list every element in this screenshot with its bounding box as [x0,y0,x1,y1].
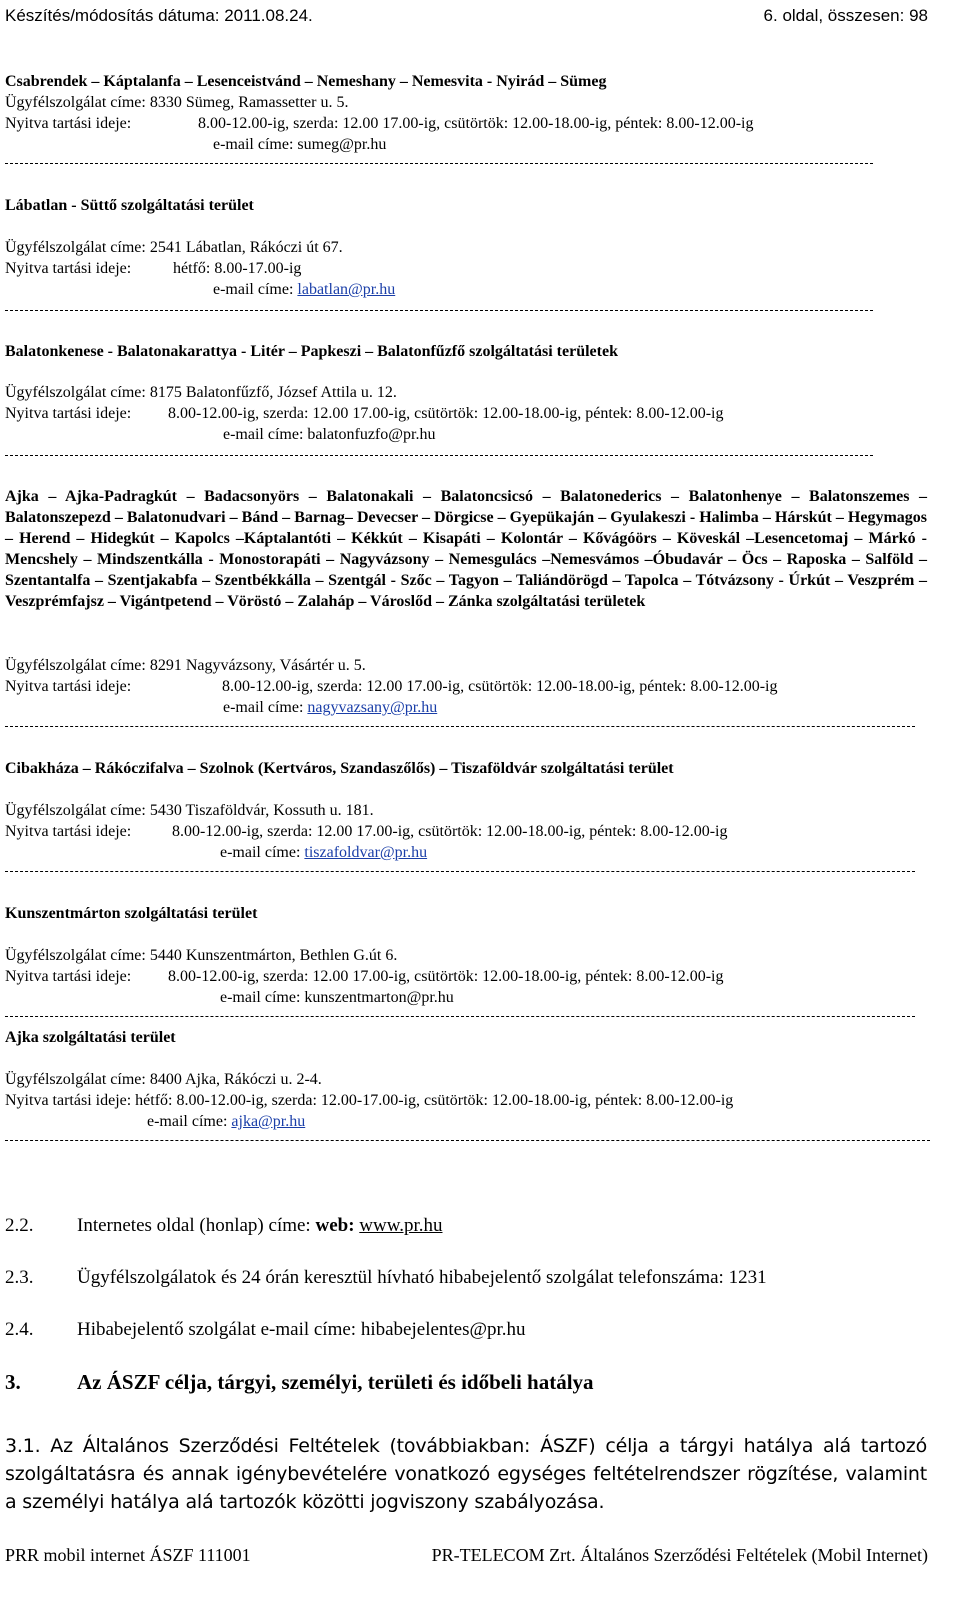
email-label: e-mail címe: [223,699,308,716]
item-2-4 [5,1319,526,1341]
nagyvazsony-hours-label: Nyitva tartási ideje: [5,678,132,695]
labatlan-hours: hétfő: 8.00-17.00-ig [173,260,302,277]
section-title: Az ÁSZF célja, tárgyi, személyi, területi és időbeli hatálya [77,1370,594,1394]
paragraph-3-1: 3.1. Az Általános Szerződési Feltételek (továbbiakban: ÁSZF) célja a tárgyi hatálya alá tartozó szolgáltatásra és annak igénybevételére vonatkozó egységes feltételrendszer rögzítése, valamint a személyi hatálya alá tartozók közötti jogviszony szabályozása. [5,1435,927,1513]
balatonfuzfo-area-title: Balatonkenese - Balatonakarattya - Litér – Papkeszi – Balatonfűzfő szolgáltatási területek [5,343,618,360]
kunszentmarton-address: Ügyfélszolgálat címe: 5440 Kunszentmárton, Bethlen G.út 6. [5,947,398,964]
nagyvazsony-email-line [223,698,437,717]
item-number: 2.2. [5,1215,34,1236]
separator-line [5,310,873,311]
kunszentmarton-area-title: Kunszentmárton szolgáltatási terület [5,905,258,922]
separator-line [5,163,873,164]
nagyvazsony-address: Ügyfélszolgálat címe: 8291 Nagyvázsony, Vásártér u. 5. [5,657,366,674]
footer-left: PRR mobil internet ÁSZF 111001 [5,1545,251,1565]
item-text: Ügyfélszolgálatok és 24 órán keresztül hívható hibabejelentő szolgálat telefonszáma: 1231 [77,1267,767,1288]
tiszafoldvar-hours: 8.00-12.00-ig, szerda: 12.00 17.00-ig, csütörtök: 12.00-18.00-ig, péntek: 8.00-12.00-ig [172,823,728,840]
item-text [77,1215,443,1237]
labatlan-address: Ügyfélszolgálat címe: 2541 Lábatlan, Rákóczi út 67. [5,239,343,256]
ajka-email-line [147,1112,305,1131]
separator-line [5,1140,930,1141]
footer-right: PR-TELECOM Zrt. Általános Szerződési Feltételek (Mobil Internet) [431,1545,928,1565]
sumeg-hours-label: Nyitva tartási ideje: [5,115,132,132]
labatlan-hours-label: Nyitva tartási ideje: [5,260,132,277]
tiszafoldvar-address: Ügyfélszolgálat címe: 5430 Tiszaföldvár, Kossuth u. 181. [5,802,374,819]
item-number: 2.4. [5,1319,34,1340]
item-number: 2.3. [5,1267,34,1288]
labatlan-email-link[interactable]: labatlan@pr.hu [297,281,396,298]
ajka-hours: Nyitva tartási ideje: hétfő: 8.00-12.00-ig, szerda: 12.00-17.00-ig, csütörtök: 12.00-18.00-ig, péntek: 8.00-12.00-ig [5,1092,734,1109]
nagyvazsony-area-title: Ajka – Ajka-Padragkút – Badacsonyörs – Balatonakali – Balatoncsicsó – Balatonederics – Balatonhenye – Balatonszemes – Balatonszepezd – Balatonudvari – Bánd – Barnag– Devecser – Dörgicse – Gyepükaján – Gyulakeszi - Halimba – Hárskút – Hegymagos – Herend – Hidegkút – Kapolcs –Káptalantóti – Kékkút – Kisapáti – Kolontár – Kővágóörs – Köveskál –Lesencetomaj – Márkó - Mencshely – Mindszentkálla - Monostorapáti – Nagyvázsony – Nemesgulács –Nemesvámos –Óbudavár – Öcs – Raposka – Salföld – Szentantalfa – Szentjakabfa – Szentbékkálla – Szentgál - Szőc – Tagyon – Taliándörögd – Tapolca – Tótvázsony - Úrkút – Veszprém – Veszprémfajsz – Vigántpetend – Vöröstó – Zalaháp – Városlőd – Zánka szolgáltatási területek [5,488,927,610]
email-label: e-mail címe: [213,281,298,298]
kunszentmarton-hours-label: Nyitva tartási ideje: [5,968,132,985]
web-label: web: [315,1215,360,1236]
tiszafoldvar-hours-label: Nyitva tartási ideje: [5,823,132,840]
sumeg-email: e-mail címe: sumeg@pr.hu [213,136,387,153]
tiszafoldvar-email-line [220,843,427,862]
ajka-address: Ügyfélszolgálat címe: 8400 Ajka, Rákóczi u. 2-4. [5,1071,322,1088]
kunszentmarton-email: e-mail címe: kunszentmarton@pr.hu [220,989,454,1006]
sumeg-address: Ügyfélszolgálat címe: 8330 Sümeg, Ramassetter u. 5. [5,94,349,111]
nagyvazsony-email-link[interactable]: nagyvazsany@pr.hu [307,699,438,716]
balatonfuzfo-hours-label: Nyitva tartási ideje: [5,405,132,422]
separator-line [5,1016,915,1017]
item-2-3 [5,1267,767,1289]
sumeg-area-title: Csabrendek – Káptalanfa – Lesenceistvánd – Nemeshany – Nemesvita - Nyirád – Sümeg [5,73,607,90]
sumeg-hours: 8.00-12.00-ig, szerda: 12.00 17.00-ig, csütörtök: 12.00-18.00-ig, péntek: 8.00-12.00-ig [198,115,754,132]
nagyvazsony-hours: 8.00-12.00-ig, szerda: 12.00 17.00-ig, csütörtök: 12.00-18.00-ig, péntek: 8.00-12.00-ig [222,678,778,695]
email-label: e-mail címe: [220,844,305,861]
section-number: 3. [5,1370,21,1394]
labatlan-area-title: Lábatlan - Süttő szolgáltatási terület [5,197,254,214]
ajka-area-title: Ajka szolgáltatási terület [5,1029,176,1046]
balatonfuzfo-hours: 8.00-12.00-ig, szerda: 12.00 17.00-ig, csütörtök: 12.00-18.00-ig, péntek: 8.00-12.00-ig [168,405,724,422]
kunszentmarton-hours: 8.00-12.00-ig, szerda: 12.00 17.00-ig, csütörtök: 12.00-18.00-ig, péntek: 8.00-12.00-ig [168,968,724,985]
page-counter: 6. oldal, összesen: 98 [763,6,928,25]
separator-line [5,726,915,727]
balatonfuzfo-address: Ügyfélszolgálat címe: 8175 Balatonfűzfő, József Attila u. 12. [5,384,397,401]
tiszafoldvar-email-link[interactable]: tiszafoldvar@pr.hu [304,844,428,861]
item-2-2 [5,1215,443,1237]
separator-line [5,871,915,872]
website-label: Internetes oldal (honlap) címe: [77,1215,316,1236]
email-label: e-mail címe: [147,1113,232,1130]
website-link[interactable]: www.pr.hu [359,1215,443,1236]
modification-date: Készítés/módosítás dátuma: 2011.08.24. [5,6,313,25]
balatonfuzfo-email: e-mail címe: balatonfuzfo@pr.hu [223,426,436,443]
tiszafoldvar-area-title: Cibakháza – Rákóczifalva – Szolnok (Kertváros, Szandaszőlős) – Tiszaföldvár szolgáltatási terület [5,760,674,777]
ajka-email-link[interactable]: ajka@pr.hu [231,1113,306,1130]
section-3-heading [5,1370,594,1395]
separator-line [5,455,873,456]
labatlan-email-line [213,280,395,299]
item-text: Hibabejelentő szolgálat e-mail címe: hibabejelentes@pr.hu [77,1319,526,1340]
